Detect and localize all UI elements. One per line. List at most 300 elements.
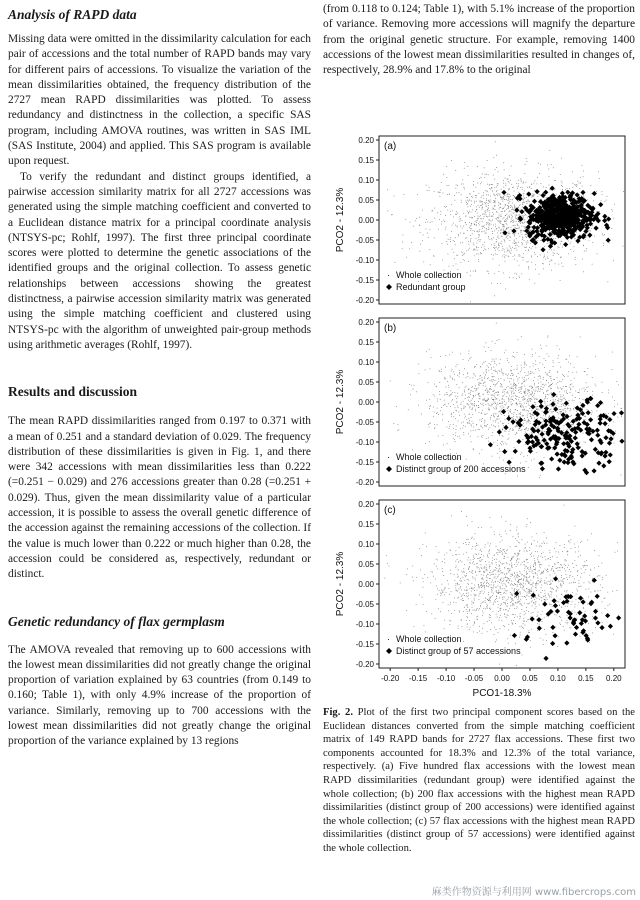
whole-collection-point xyxy=(575,238,576,239)
whole-collection-point xyxy=(450,621,451,622)
whole-collection-point xyxy=(475,578,476,579)
whole-collection-point xyxy=(546,538,547,539)
whole-collection-point xyxy=(570,242,571,243)
whole-collection-point xyxy=(570,571,571,572)
whole-collection-point xyxy=(471,572,472,573)
whole-collection-point xyxy=(387,211,388,212)
whole-collection-point xyxy=(505,419,506,420)
whole-collection-point xyxy=(507,615,508,616)
whole-collection-point xyxy=(459,612,460,613)
whole-collection-point xyxy=(504,249,505,250)
whole-collection-point xyxy=(441,371,442,372)
whole-collection-point xyxy=(522,239,523,240)
whole-collection-point xyxy=(422,544,423,545)
whole-collection-point xyxy=(478,545,479,546)
whole-collection-point xyxy=(557,563,558,564)
whole-collection-point xyxy=(501,385,502,386)
whole-collection-point xyxy=(468,569,469,570)
whole-collection-point xyxy=(537,575,538,576)
whole-collection-point xyxy=(516,414,517,415)
whole-collection-point xyxy=(493,237,494,238)
whole-collection-point xyxy=(513,414,514,415)
whole-collection-point xyxy=(495,224,496,225)
whole-collection-point xyxy=(500,204,501,205)
whole-collection-point xyxy=(476,364,477,365)
whole-collection-point xyxy=(429,408,430,409)
whole-collection-point xyxy=(523,621,524,622)
whole-collection-point xyxy=(562,551,563,552)
whole-collection-point xyxy=(497,419,498,420)
whole-collection-point xyxy=(565,561,566,562)
whole-collection-point xyxy=(547,354,548,355)
whole-collection-point xyxy=(571,582,572,583)
whole-collection-point xyxy=(506,228,507,229)
whole-collection-point xyxy=(526,422,527,423)
whole-collection-point xyxy=(570,384,571,385)
whole-collection-point xyxy=(506,562,507,563)
whole-collection-point xyxy=(534,393,535,394)
whole-collection-point xyxy=(525,613,526,614)
whole-collection-point xyxy=(463,611,464,612)
whole-collection-point xyxy=(479,225,480,226)
whole-collection-point xyxy=(500,605,501,606)
whole-collection-point xyxy=(466,573,467,574)
whole-collection-point xyxy=(515,578,516,579)
whole-collection-point xyxy=(538,583,539,584)
whole-collection-point xyxy=(483,192,484,193)
whole-collection-point xyxy=(481,177,482,178)
whole-collection-point xyxy=(453,252,454,253)
whole-collection-point xyxy=(500,230,501,231)
whole-collection-point xyxy=(519,377,520,378)
whole-collection-point xyxy=(455,418,456,419)
whole-collection-point xyxy=(535,587,536,588)
whole-collection-point xyxy=(506,533,507,534)
whole-collection-point xyxy=(560,409,561,410)
whole-collection-point xyxy=(507,360,508,361)
whole-collection-point xyxy=(498,604,499,605)
whole-collection-point xyxy=(495,403,496,404)
whole-collection-point xyxy=(499,271,500,272)
whole-collection-point xyxy=(569,569,570,570)
whole-collection-point xyxy=(560,599,561,600)
whole-collection-point xyxy=(478,254,479,255)
whole-collection-point xyxy=(563,582,564,583)
whole-collection-point xyxy=(580,577,581,578)
whole-collection-point xyxy=(531,418,532,419)
whole-collection-point xyxy=(544,583,545,584)
whole-collection-point xyxy=(493,415,494,416)
whole-collection-point xyxy=(555,564,556,565)
whole-collection-point xyxy=(508,398,509,399)
whole-collection-point xyxy=(529,390,530,391)
whole-collection-point xyxy=(487,621,488,622)
whole-collection-point xyxy=(486,249,487,250)
whole-collection-point xyxy=(403,194,404,195)
whole-collection-point xyxy=(474,403,475,404)
whole-collection-point xyxy=(434,563,435,564)
whole-collection-point xyxy=(483,602,484,603)
whole-collection-point xyxy=(469,222,470,223)
whole-collection-point xyxy=(487,191,488,192)
whole-collection-point xyxy=(535,551,536,552)
whole-collection-point xyxy=(471,417,472,418)
whole-collection-point xyxy=(461,511,462,512)
whole-collection-point xyxy=(603,404,604,405)
whole-collection-point xyxy=(467,397,468,398)
whole-collection-point xyxy=(460,353,461,354)
whole-collection-point xyxy=(473,373,474,374)
whole-collection-point xyxy=(499,568,500,569)
whole-collection-point xyxy=(502,396,503,397)
whole-collection-point xyxy=(543,419,544,420)
whole-collection-point xyxy=(500,443,501,444)
whole-collection-point xyxy=(514,273,515,274)
whole-collection-point xyxy=(513,209,514,210)
whole-collection-point xyxy=(524,202,525,203)
whole-collection-point xyxy=(479,593,480,594)
whole-collection-point xyxy=(526,201,527,202)
whole-collection-point xyxy=(488,600,489,601)
whole-collection-point xyxy=(516,426,517,427)
whole-collection-point xyxy=(493,209,494,210)
whole-collection-point xyxy=(522,207,523,208)
whole-collection-point xyxy=(499,582,500,583)
whole-collection-point xyxy=(486,202,487,203)
whole-collection-point xyxy=(517,404,518,405)
whole-collection-point xyxy=(429,441,430,442)
whole-collection-point xyxy=(507,219,508,220)
whole-collection-point xyxy=(406,257,407,258)
whole-collection-point xyxy=(529,589,530,590)
whole-collection-point xyxy=(506,521,507,522)
whole-collection-point xyxy=(475,385,476,386)
whole-collection-point xyxy=(481,182,482,183)
whole-collection-point xyxy=(440,611,441,612)
whole-collection-point xyxy=(466,590,467,591)
whole-collection-point xyxy=(500,196,501,197)
whole-collection-point xyxy=(494,402,495,403)
whole-collection-point xyxy=(553,253,554,254)
whole-collection-point xyxy=(460,560,461,561)
whole-collection-point xyxy=(498,244,499,245)
whole-collection-point xyxy=(519,389,520,390)
whole-collection-point xyxy=(523,182,524,183)
whole-collection-point xyxy=(458,570,459,571)
whole-collection-point xyxy=(558,388,559,389)
whole-collection-point xyxy=(514,234,515,235)
whole-collection-point xyxy=(487,217,488,218)
whole-collection-point xyxy=(517,586,518,587)
whole-collection-point xyxy=(526,380,527,381)
whole-collection-point xyxy=(460,243,461,244)
whole-collection-point xyxy=(540,376,541,377)
whole-collection-point xyxy=(529,247,530,248)
whole-collection-point xyxy=(486,369,487,370)
whole-collection-point xyxy=(498,392,499,393)
whole-collection-point xyxy=(553,570,554,571)
whole-collection-point xyxy=(515,217,516,218)
whole-collection-point xyxy=(490,575,491,576)
whole-collection-point xyxy=(499,370,500,371)
whole-collection-point xyxy=(543,393,544,394)
whole-collection-point xyxy=(471,201,472,202)
whole-collection-point xyxy=(514,383,515,384)
whole-collection-point xyxy=(488,229,489,230)
whole-collection-point xyxy=(554,180,555,181)
whole-collection-point xyxy=(511,394,512,395)
whole-collection-point xyxy=(550,587,551,588)
whole-collection-point xyxy=(499,574,500,575)
y-tick-label: 0.10 xyxy=(358,176,374,185)
whole-collection-point xyxy=(488,557,489,558)
whole-collection-point xyxy=(579,442,580,443)
whole-collection-point xyxy=(581,417,582,418)
whole-collection-point xyxy=(505,261,506,262)
whole-collection-point xyxy=(490,364,491,365)
whole-collection-point xyxy=(524,247,525,248)
whole-collection-point xyxy=(440,356,441,357)
whole-collection-point xyxy=(504,415,505,416)
whole-collection-point xyxy=(407,568,408,569)
whole-collection-point xyxy=(491,596,492,597)
whole-collection-point xyxy=(544,256,545,257)
whole-collection-point xyxy=(469,200,470,201)
whole-collection-point xyxy=(527,401,528,402)
whole-collection-point xyxy=(471,223,472,224)
whole-collection-point xyxy=(496,228,497,229)
whole-collection-point xyxy=(466,419,467,420)
whole-collection-point xyxy=(534,540,535,541)
whole-collection-point xyxy=(539,570,540,571)
whole-collection-point xyxy=(447,443,448,444)
whole-collection-point xyxy=(410,394,411,395)
whole-collection-point xyxy=(537,387,538,388)
whole-collection-point xyxy=(483,198,484,199)
whole-collection-point xyxy=(447,381,448,382)
whole-collection-point xyxy=(517,219,518,220)
whole-collection-point xyxy=(557,358,558,359)
whole-collection-point xyxy=(483,568,484,569)
whole-collection-point xyxy=(521,384,522,385)
whole-collection-point xyxy=(501,370,502,371)
whole-collection-point xyxy=(520,230,521,231)
whole-collection-point xyxy=(489,562,490,563)
whole-collection-point xyxy=(506,237,507,238)
whole-collection-point xyxy=(545,396,546,397)
whole-collection-point xyxy=(509,217,510,218)
whole-collection-point xyxy=(494,370,495,371)
whole-collection-point xyxy=(419,595,420,596)
whole-collection-point xyxy=(507,179,508,180)
whole-collection-point xyxy=(415,220,416,221)
whole-collection-point xyxy=(535,269,536,270)
whole-collection-point xyxy=(459,373,460,374)
whole-collection-point xyxy=(495,247,496,248)
whole-collection-point xyxy=(483,250,484,251)
whole-collection-point xyxy=(556,551,557,552)
whole-collection-point xyxy=(576,411,577,412)
whole-collection-point xyxy=(467,613,468,614)
whole-collection-point xyxy=(479,571,480,572)
whole-collection-point xyxy=(496,398,497,399)
whole-collection-point xyxy=(495,226,496,227)
whole-collection-point xyxy=(504,226,505,227)
whole-collection-point xyxy=(471,238,472,239)
whole-collection-point xyxy=(531,229,532,230)
y-tick-label: -0.20 xyxy=(355,478,374,487)
whole-collection-point xyxy=(537,406,538,407)
whole-collection-point xyxy=(411,242,412,243)
whole-collection-point xyxy=(561,256,562,257)
whole-collection-point xyxy=(545,394,546,395)
whole-collection-point xyxy=(493,395,494,396)
whole-collection-point xyxy=(557,382,558,383)
whole-collection-point xyxy=(497,340,498,341)
whole-collection-point xyxy=(524,596,525,597)
whole-collection-point xyxy=(498,415,499,416)
whole-collection-point xyxy=(494,534,495,535)
whole-collection-point xyxy=(568,253,569,254)
whole-collection-point xyxy=(499,664,500,665)
whole-collection-point xyxy=(496,194,497,195)
whole-collection-point xyxy=(509,175,510,176)
whole-collection-point xyxy=(544,246,545,247)
whole-collection-point xyxy=(456,184,457,185)
whole-collection-point xyxy=(590,569,591,570)
whole-collection-point xyxy=(532,433,533,434)
whole-collection-point xyxy=(503,226,504,227)
whole-collection-point xyxy=(498,590,499,591)
whole-collection-point xyxy=(467,423,468,424)
whole-collection-point xyxy=(484,225,485,226)
whole-collection-point xyxy=(442,584,443,585)
whole-collection-point xyxy=(544,629,545,630)
whole-collection-point xyxy=(536,408,537,409)
whole-collection-point xyxy=(528,583,529,584)
whole-collection-point xyxy=(524,575,525,576)
whole-collection-point xyxy=(460,580,461,581)
whole-collection-point xyxy=(468,433,469,434)
whole-collection-point xyxy=(491,582,492,583)
whole-collection-point xyxy=(519,236,520,237)
whole-collection-point xyxy=(541,580,542,581)
whole-collection-point xyxy=(555,238,556,239)
whole-collection-point xyxy=(534,195,535,196)
whole-collection-point xyxy=(509,400,510,401)
whole-collection-point xyxy=(501,551,502,552)
whole-collection-point xyxy=(509,564,510,565)
whole-collection-point xyxy=(462,179,463,180)
whole-collection-point xyxy=(482,400,483,401)
whole-collection-point xyxy=(473,603,474,604)
whole-collection-point xyxy=(511,574,512,575)
whole-collection-point xyxy=(495,370,496,371)
whole-collection-point xyxy=(570,542,571,543)
whole-collection-point xyxy=(518,207,519,208)
whole-collection-point xyxy=(511,211,512,212)
whole-collection-point xyxy=(443,220,444,221)
whole-collection-point xyxy=(581,403,582,404)
whole-collection-point xyxy=(464,260,465,261)
whole-collection-point xyxy=(541,572,542,573)
whole-collection-point xyxy=(500,383,501,384)
whole-collection-point xyxy=(531,248,532,249)
whole-collection-point xyxy=(471,400,472,401)
whole-collection-point xyxy=(549,264,550,265)
whole-collection-point xyxy=(508,196,509,197)
whole-collection-point xyxy=(498,184,499,185)
whole-collection-point xyxy=(478,610,479,611)
whole-collection-point xyxy=(481,551,482,552)
whole-collection-point xyxy=(450,239,451,240)
whole-collection-point xyxy=(545,416,546,417)
whole-collection-point xyxy=(566,359,567,360)
whole-collection-point xyxy=(555,263,556,264)
whole-collection-point xyxy=(555,401,556,402)
whole-collection-point xyxy=(457,559,458,560)
whole-collection-point xyxy=(558,254,559,255)
whole-collection-point xyxy=(524,625,525,626)
whole-collection-point xyxy=(486,583,487,584)
whole-collection-point xyxy=(512,417,513,418)
whole-collection-point xyxy=(579,583,580,584)
whole-collection-point xyxy=(505,431,506,432)
whole-collection-point xyxy=(474,594,475,595)
whole-collection-point xyxy=(498,202,499,203)
whole-collection-point xyxy=(473,391,474,392)
whole-collection-point xyxy=(459,372,460,373)
whole-collection-point xyxy=(448,385,449,386)
whole-collection-point xyxy=(442,260,443,261)
whole-collection-point xyxy=(544,457,545,458)
whole-collection-point xyxy=(551,411,552,412)
whole-collection-point xyxy=(481,426,482,427)
whole-collection-point xyxy=(470,301,471,302)
whole-collection-point xyxy=(396,406,397,407)
whole-collection-point xyxy=(440,399,441,400)
whole-collection-point xyxy=(519,429,520,430)
whole-collection-point xyxy=(464,391,465,392)
whole-collection-point xyxy=(467,590,468,591)
whole-collection-point xyxy=(510,530,511,531)
whole-collection-point xyxy=(481,253,482,254)
whole-collection-point xyxy=(557,400,558,401)
whole-collection-point xyxy=(521,230,522,231)
whole-collection-point xyxy=(538,380,539,381)
whole-collection-point xyxy=(510,635,511,636)
whole-collection-point xyxy=(486,401,487,402)
whole-collection-point xyxy=(469,420,470,421)
whole-collection-point xyxy=(505,215,506,216)
whole-collection-point xyxy=(511,583,512,584)
whole-collection-point xyxy=(469,193,470,194)
whole-collection-point xyxy=(488,370,489,371)
whole-collection-point xyxy=(539,356,540,357)
whole-collection-point xyxy=(485,602,486,603)
whole-collection-point xyxy=(580,542,581,543)
whole-collection-point xyxy=(497,554,498,555)
whole-collection-point xyxy=(492,373,493,374)
whole-collection-point xyxy=(483,405,484,406)
whole-collection-point xyxy=(621,475,622,476)
whole-collection-point xyxy=(447,580,448,581)
whole-collection-point xyxy=(471,595,472,596)
whole-collection-point xyxy=(507,638,508,639)
whole-collection-point xyxy=(468,241,469,242)
whole-collection-point xyxy=(524,393,525,394)
whole-collection-point xyxy=(524,361,525,362)
